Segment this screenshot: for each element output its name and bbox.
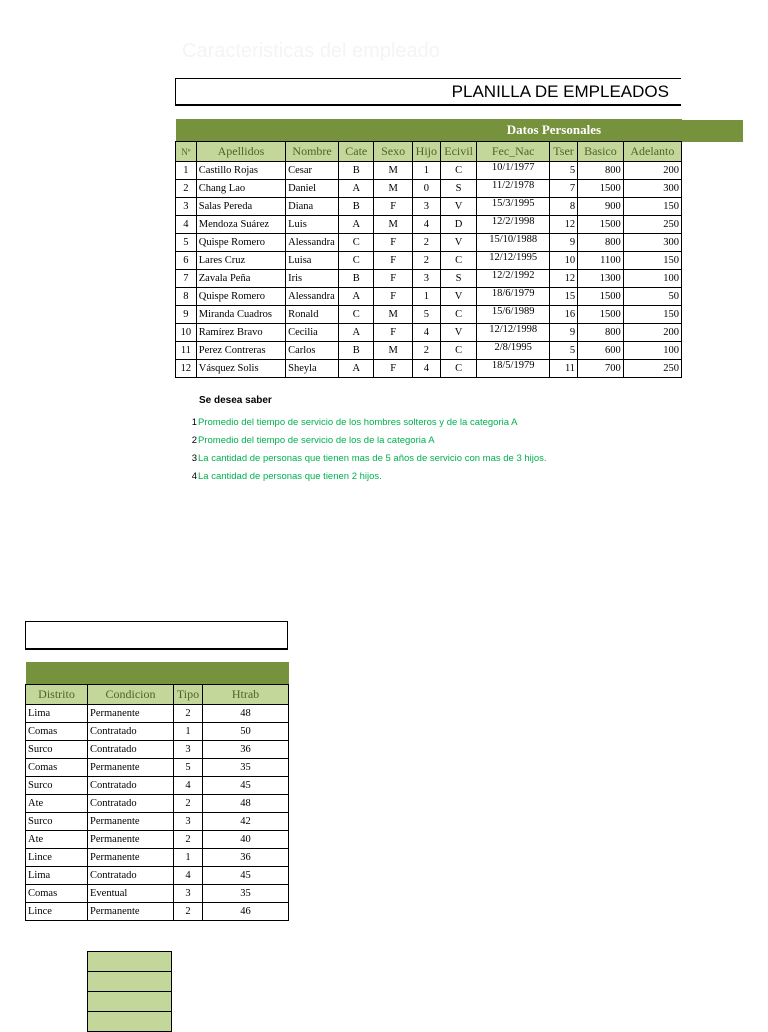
cell-tipo[interactable]: 4 xyxy=(174,777,203,795)
cell-fec-nac[interactable]: 15/10/1988 xyxy=(477,234,550,252)
cell-hijo[interactable]: 2 xyxy=(412,342,440,360)
cell-nro[interactable]: 2 xyxy=(176,180,197,198)
cell-apellidos[interactable]: Miranda Cuadros xyxy=(196,306,285,324)
cell-tser[interactable]: 15 xyxy=(550,288,578,306)
cell-tser[interactable]: 16 xyxy=(550,306,578,324)
cell-condicion[interactable]: Permanente xyxy=(88,813,174,831)
col-header-tipo[interactable]: Tipo xyxy=(174,685,203,705)
table-row xyxy=(26,885,289,903)
cell-cate[interactable]: C xyxy=(339,306,374,324)
cell-ecivil[interactable]: C xyxy=(440,162,476,180)
cell-ecivil[interactable]: V xyxy=(440,198,476,216)
cell-nro[interactable]: 3 xyxy=(176,198,197,216)
cell-distrito[interactable]: Comas xyxy=(26,759,88,777)
cell-nombre[interactable]: Diana xyxy=(286,198,339,216)
cell-adelanto[interactable]: 50 xyxy=(623,288,681,306)
cell-hijo[interactable]: 3 xyxy=(412,198,440,216)
cell-htrab[interactable]: 40 xyxy=(203,831,289,849)
cell-nombre[interactable]: Daniel xyxy=(286,180,339,198)
cell-distrito[interactable]: Ate xyxy=(26,831,88,849)
district-band-row xyxy=(26,662,289,685)
cell-nombre[interactable]: Alessandra xyxy=(286,288,339,306)
cell-nombre[interactable]: Alessandra xyxy=(286,234,339,252)
cell-distrito[interactable]: Surco xyxy=(26,741,88,759)
cell-ecivil[interactable]: V xyxy=(440,324,476,342)
cell-nombre[interactable]: Luisa xyxy=(286,252,339,270)
cell-adelanto[interactable]: 250 xyxy=(623,360,681,378)
cell-hijo[interactable]: 3 xyxy=(412,270,440,288)
cell-distrito[interactable]: Surco xyxy=(26,813,88,831)
table-row xyxy=(176,162,682,180)
cell-adelanto[interactable]: 150 xyxy=(623,198,681,216)
cell-fec-nac[interactable]: 15/6/1989 xyxy=(477,306,550,324)
col-header-nombre[interactable]: Nombre xyxy=(286,142,339,162)
cell-nombre[interactable]: Iris xyxy=(286,270,339,288)
table-row xyxy=(176,342,682,360)
cell-nro[interactable]: 1 xyxy=(176,162,197,180)
cell-htrab[interactable]: 35 xyxy=(203,759,289,777)
cell-sexo[interactable]: M xyxy=(374,162,412,180)
table-row xyxy=(176,270,682,288)
table-row xyxy=(176,216,682,234)
cell-apellidos[interactable]: Quispe Romero xyxy=(196,288,285,306)
table-row xyxy=(176,306,682,324)
question-number: 3 xyxy=(191,452,197,464)
question-text: Promedio del tiempo de servicio de los hombres solteros y de la categoria A xyxy=(198,416,518,428)
cell-adelanto[interactable]: 300 xyxy=(623,180,681,198)
cell-hijo[interactable]: 5 xyxy=(412,306,440,324)
cell-fec-nac[interactable]: 12/2/1992 xyxy=(477,270,550,288)
cell-basico[interactable]: 600 xyxy=(578,342,624,360)
cell-hijo[interactable]: 2 xyxy=(412,252,440,270)
col-header-nro[interactable]: Nº xyxy=(176,142,197,162)
cell-fec-nac[interactable]: 11/2/1978 xyxy=(477,180,550,198)
cell-cate[interactable]: B xyxy=(339,198,374,216)
cell-sexo[interactable]: M xyxy=(374,180,412,198)
cell-distrito[interactable]: Lima xyxy=(26,867,88,885)
question-item xyxy=(183,449,547,467)
question-number: 1 xyxy=(191,416,197,428)
cell-distrito[interactable]: Lima xyxy=(26,705,88,723)
cell-ecivil[interactable]: V xyxy=(440,288,476,306)
cell-basico[interactable]: 1300 xyxy=(578,270,624,288)
cell-htrab[interactable]: 35 xyxy=(203,885,289,903)
questions-list xyxy=(183,413,547,485)
cell-tipo[interactable]: 3 xyxy=(174,813,203,831)
cell-htrab[interactable]: 46 xyxy=(203,903,289,921)
cell-distrito[interactable]: Surco xyxy=(26,777,88,795)
cell-fec-nac[interactable]: 12/12/1995 xyxy=(477,252,550,270)
cell-tser[interactable]: 12 xyxy=(550,216,578,234)
cell-tser[interactable]: 5 xyxy=(550,342,578,360)
table-row xyxy=(26,705,289,723)
table-row xyxy=(26,741,289,759)
question-text: La cantidad de personas que tienen mas de 5 años de servicio con mas de 3 hijos. xyxy=(198,452,547,464)
question-number: 4 xyxy=(191,470,197,482)
cell-htrab[interactable]: 42 xyxy=(203,813,289,831)
cell-hijo[interactable]: 4 xyxy=(412,324,440,342)
cell-sexo[interactable]: F xyxy=(374,288,412,306)
table-row xyxy=(26,777,289,795)
cell-nombre[interactable]: Cecilia xyxy=(286,324,339,342)
cell-fec-nac[interactable]: 18/6/1979 xyxy=(477,288,550,306)
cell-basico[interactable]: 1100 xyxy=(578,252,624,270)
cell-tser[interactable]: 9 xyxy=(550,324,578,342)
cell-nro[interactable]: 9 xyxy=(176,306,197,324)
group-label: Datos Personales xyxy=(477,119,682,142)
cell-hijo[interactable]: 2 xyxy=(412,234,440,252)
cell-adelanto[interactable]: 300 xyxy=(623,234,681,252)
questions-title: Se desea saber xyxy=(199,395,272,406)
cell-cate[interactable]: C xyxy=(339,252,374,270)
cell-nro[interactable]: 8 xyxy=(176,288,197,306)
cell-sexo[interactable]: F xyxy=(374,324,412,342)
cell-tser[interactable]: 12 xyxy=(550,270,578,288)
table-row xyxy=(26,795,289,813)
cell-tipo[interactable]: 2 xyxy=(174,705,203,723)
cell-basico[interactable]: 700 xyxy=(578,360,624,378)
cell-hijo[interactable]: 1 xyxy=(412,162,440,180)
cell-cate[interactable]: A xyxy=(339,288,374,306)
cell-sexo[interactable]: M xyxy=(374,306,412,324)
cell-condicion[interactable]: Permanente xyxy=(88,705,174,723)
question-text: La cantidad de personas que tienen 2 hijos. xyxy=(198,470,382,482)
cell-hijo[interactable]: 4 xyxy=(412,360,440,378)
cell-apellidos[interactable]: Vásquez Solis xyxy=(196,360,285,378)
cell-htrab[interactable]: 48 xyxy=(203,795,289,813)
table-row xyxy=(26,867,289,885)
cell-distrito[interactable]: Lince xyxy=(26,849,88,867)
cell-condicion[interactable]: Permanente xyxy=(88,759,174,777)
question-item xyxy=(183,467,547,485)
col-header-sexo[interactable]: Sexo xyxy=(374,142,412,162)
summary-cell[interactable] xyxy=(88,1012,172,1032)
cell-tipo[interactable]: 1 xyxy=(174,723,203,741)
cell-cate[interactable]: A xyxy=(339,180,374,198)
cell-fec-nac[interactable]: 18/5/1979 xyxy=(477,360,550,378)
cell-distrito[interactable]: Comas xyxy=(26,723,88,741)
cell-tipo[interactable]: 3 xyxy=(174,741,203,759)
cell-htrab[interactable]: 45 xyxy=(203,867,289,885)
cell-tser[interactable]: 5 xyxy=(550,162,578,180)
summary-cell[interactable] xyxy=(88,972,172,992)
cell-tser[interactable]: 10 xyxy=(550,252,578,270)
cell-apellidos[interactable]: Chang Lao xyxy=(196,180,285,198)
table-row xyxy=(26,723,289,741)
cell-basico[interactable]: 1500 xyxy=(578,288,624,306)
cell-fec-nac[interactable]: 15/3/1995 xyxy=(477,198,550,216)
col-header-basico[interactable]: Basico xyxy=(578,142,624,162)
cell-distrito[interactable]: Comas xyxy=(26,885,88,903)
table-row xyxy=(176,180,682,198)
cell-sexo[interactable]: F xyxy=(374,360,412,378)
cell-cate[interactable]: A xyxy=(339,324,374,342)
cell-sexo[interactable]: M xyxy=(374,216,412,234)
cell-nro[interactable]: 12 xyxy=(176,360,197,378)
cell-adelanto[interactable]: 150 xyxy=(623,306,681,324)
cell-htrab[interactable]: 36 xyxy=(203,849,289,867)
cell-tipo[interactable]: 5 xyxy=(174,759,203,777)
cell-htrab[interactable]: 50 xyxy=(203,723,289,741)
table-row xyxy=(176,360,682,378)
cell-adelanto[interactable]: 150 xyxy=(623,252,681,270)
cell-hijo[interactable]: 4 xyxy=(412,216,440,234)
cell-tser[interactable]: 7 xyxy=(550,180,578,198)
table-row xyxy=(26,831,289,849)
cell-nro[interactable]: 10 xyxy=(176,324,197,342)
cell-condicion[interactable]: Eventual xyxy=(88,885,174,903)
cell-fec-nac[interactable]: 2/8/1995 xyxy=(477,342,550,360)
column-header-row xyxy=(176,142,682,162)
col-header-ecivil[interactable]: Ecivil xyxy=(440,142,476,162)
table-row xyxy=(176,252,682,270)
cell-apellidos[interactable]: Mendoza Suárez xyxy=(196,216,285,234)
summary-cell[interactable] xyxy=(88,952,172,972)
cell-basico[interactable]: 1500 xyxy=(578,180,624,198)
cell-basico[interactable]: 800 xyxy=(578,162,624,180)
faint-header: Caracteristicas del empleado xyxy=(182,40,440,62)
secondary-title-box[interactable] xyxy=(25,621,288,650)
col-header-adelanto[interactable]: Adelanto xyxy=(623,142,681,162)
cell-cate[interactable]: C xyxy=(339,234,374,252)
cell-condicion[interactable]: Permanente xyxy=(88,903,174,921)
table-row xyxy=(176,198,682,216)
cell-cate[interactable]: B xyxy=(339,270,374,288)
cell-nro[interactable]: 11 xyxy=(176,342,197,360)
cell-ecivil[interactable]: S xyxy=(440,270,476,288)
table-row xyxy=(26,903,289,921)
cell-cate[interactable]: A xyxy=(339,216,374,234)
cell-tipo[interactable]: 4 xyxy=(174,867,203,885)
cell-condicion[interactable]: Permanente xyxy=(88,831,174,849)
employee-table xyxy=(175,119,682,378)
cell-apellidos[interactable]: Zavala Peña xyxy=(196,270,285,288)
cell-apellidos[interactable]: Lares Cruz xyxy=(196,252,285,270)
cell-cate[interactable]: B xyxy=(339,342,374,360)
question-item xyxy=(183,413,547,431)
col-header-hijo[interactable]: Hijo xyxy=(412,142,440,162)
cell-hijo[interactable]: 0 xyxy=(412,180,440,198)
cell-nombre[interactable]: Ronald xyxy=(286,306,339,324)
cell-fec-nac[interactable]: 12/2/1998 xyxy=(477,216,550,234)
table-row xyxy=(26,813,289,831)
cell-ecivil[interactable]: C xyxy=(440,342,476,360)
cell-sexo[interactable]: F xyxy=(374,252,412,270)
cell-tipo[interactable]: 2 xyxy=(174,903,203,921)
cell-ecivil[interactable]: V xyxy=(440,234,476,252)
cell-condicion[interactable]: Contratado xyxy=(88,867,174,885)
col-header-cate[interactable]: Cate xyxy=(339,142,374,162)
question-text: Promedio del tiempo de servicio de los de la categoria A xyxy=(198,434,435,446)
cell-htrab[interactable]: 48 xyxy=(203,705,289,723)
cell-apellidos[interactable]: Salas Pereda xyxy=(196,198,285,216)
cell-tser[interactable]: 9 xyxy=(550,234,578,252)
cell-basico[interactable]: 1500 xyxy=(578,216,624,234)
cell-nombre[interactable]: Cesar xyxy=(286,162,339,180)
cell-adelanto[interactable]: 100 xyxy=(623,342,681,360)
col-header-fec-nac[interactable]: Fec_Nac xyxy=(477,142,550,162)
cell-ecivil[interactable]: D xyxy=(440,216,476,234)
cell-condicion[interactable]: Contratado xyxy=(88,795,174,813)
table-row xyxy=(176,324,682,342)
cell-tipo[interactable]: 2 xyxy=(174,795,203,813)
cell-nombre[interactable]: Luis xyxy=(286,216,339,234)
cell-cate[interactable]: A xyxy=(339,360,374,378)
cell-nro[interactable]: 4 xyxy=(176,216,197,234)
group-header-row xyxy=(176,119,682,142)
cell-basico[interactable]: 900 xyxy=(578,198,624,216)
cell-nro[interactable]: 7 xyxy=(176,270,197,288)
cell-condicion[interactable]: Contratado xyxy=(88,741,174,759)
cell-tser[interactable]: 8 xyxy=(550,198,578,216)
cell-fec-nac[interactable]: 10/1/1977 xyxy=(477,162,550,180)
cell-distrito[interactable]: Ate xyxy=(26,795,88,813)
cell-nombre[interactable]: Sheyla xyxy=(286,360,339,378)
cell-adelanto[interactable]: 200 xyxy=(623,162,681,180)
table-row xyxy=(176,234,682,252)
cell-condicion[interactable]: Contratado xyxy=(88,777,174,795)
cell-ecivil[interactable]: C xyxy=(440,360,476,378)
cell-ecivil[interactable]: S xyxy=(440,180,476,198)
col-header-tser[interactable]: Tser xyxy=(550,142,578,162)
cell-ecivil[interactable]: C xyxy=(440,306,476,324)
summary-cells xyxy=(87,951,172,1032)
cell-adelanto[interactable]: 200 xyxy=(623,324,681,342)
cell-condicion[interactable]: Permanente xyxy=(88,849,174,867)
col-header-htrab[interactable]: Htrab xyxy=(203,685,289,705)
summary-cell[interactable] xyxy=(88,992,172,1012)
cell-fec-nac[interactable]: 12/12/1998 xyxy=(477,324,550,342)
cell-apellidos[interactable]: Castillo Rojas xyxy=(196,162,285,180)
cell-adelanto[interactable]: 100 xyxy=(623,270,681,288)
cell-ecivil[interactable]: C xyxy=(440,252,476,270)
cell-basico[interactable]: 800 xyxy=(578,234,624,252)
cell-htrab[interactable]: 36 xyxy=(203,741,289,759)
cell-distrito[interactable]: Lince xyxy=(26,903,88,921)
cell-tser[interactable]: 11 xyxy=(550,360,578,378)
page-title xyxy=(175,78,681,106)
district-table xyxy=(25,662,289,921)
question-number: 2 xyxy=(191,434,197,446)
col-header-apellidos[interactable]: Apellidos xyxy=(196,142,285,162)
col-header-condicion[interactable]: Condicion xyxy=(88,685,174,705)
table-row xyxy=(26,759,289,777)
cell-tipo[interactable]: 2 xyxy=(174,831,203,849)
col-header-distrito[interactable]: Distrito xyxy=(26,685,88,705)
district-header-row xyxy=(26,685,289,705)
cell-sexo[interactable]: M xyxy=(374,342,412,360)
question-item xyxy=(183,431,547,449)
cell-nombre[interactable]: Carlos xyxy=(286,342,339,360)
cell-basico[interactable]: 1500 xyxy=(578,306,624,324)
cell-apellidos[interactable]: Quispe Romero xyxy=(196,234,285,252)
cell-sexo[interactable]: F xyxy=(374,198,412,216)
cell-hijo[interactable]: 1 xyxy=(412,288,440,306)
cell-tipo[interactable]: 1 xyxy=(174,849,203,867)
cell-adelanto[interactable]: 250 xyxy=(623,216,681,234)
cell-tipo[interactable]: 3 xyxy=(174,885,203,903)
cell-apellidos[interactable]: Perez Contreras xyxy=(196,342,285,360)
cell-nro[interactable]: 5 xyxy=(176,234,197,252)
cell-sexo[interactable]: F xyxy=(374,234,412,252)
cell-condicion[interactable]: Contratado xyxy=(88,723,174,741)
cell-nro[interactable]: 6 xyxy=(176,252,197,270)
cell-htrab[interactable]: 45 xyxy=(203,777,289,795)
cell-cate[interactable]: B xyxy=(339,162,374,180)
cell-basico[interactable]: 800 xyxy=(578,324,624,342)
table-row xyxy=(26,849,289,867)
title-text: PLANILLA DE EMPLEADOS xyxy=(451,81,669,101)
cell-apellidos[interactable]: Ramírez Bravo xyxy=(196,324,285,342)
table-row xyxy=(176,288,682,306)
header-band-extension xyxy=(681,120,743,142)
cell-sexo[interactable]: F xyxy=(374,270,412,288)
